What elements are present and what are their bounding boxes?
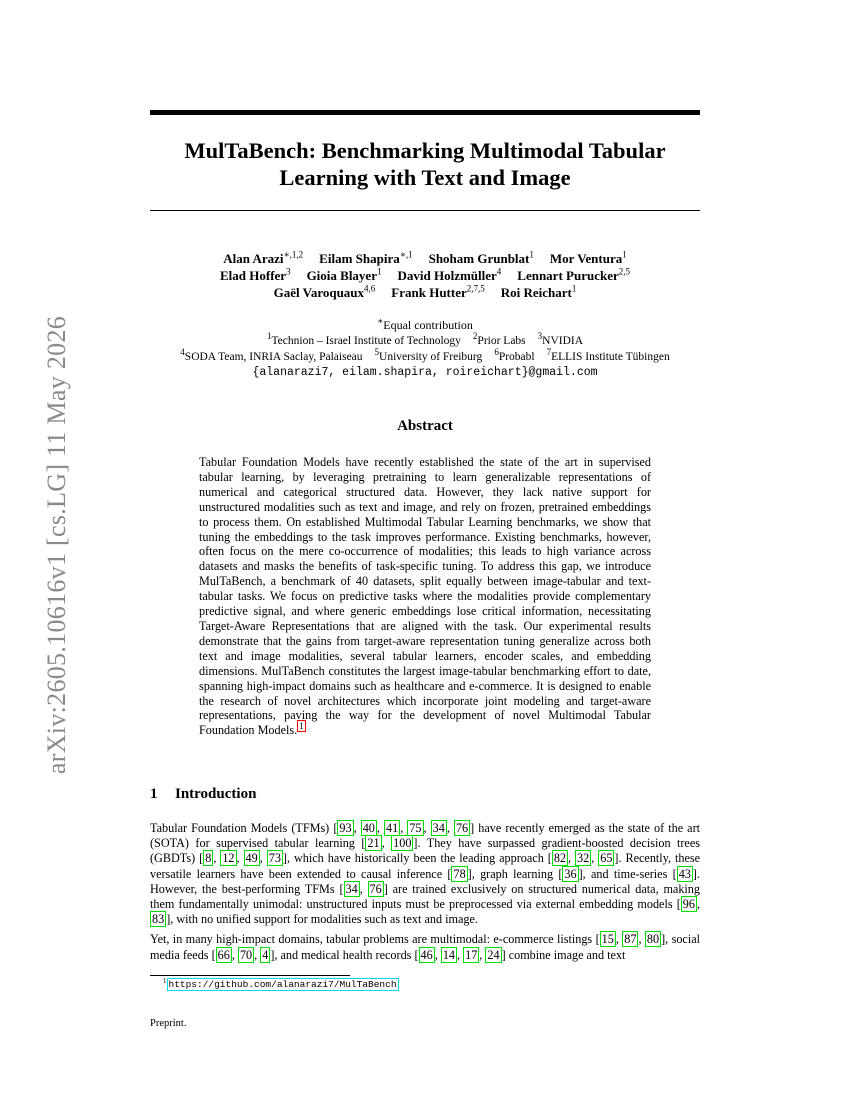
citation-link[interactable]: 41: [386, 821, 399, 835]
author-name: Alan Arazi: [223, 251, 284, 266]
author-affiliation-mark: 1: [622, 249, 627, 260]
affiliation-name: ELLIS Institute Tübingen: [551, 350, 670, 363]
citation-link[interactable]: 36: [564, 866, 577, 881]
author-name: Mor Ventura: [549, 251, 623, 266]
author-name: David Holzmüller: [397, 268, 497, 283]
citation-link[interactable]: 12: [222, 851, 235, 866]
affiliation-mark: 6: [494, 346, 499, 357]
author-line: [150, 284, 700, 301]
citation-link[interactable]: 96: [682, 897, 695, 912]
citation-link[interactable]: 83: [152, 912, 165, 927]
equal-contribution-text: Equal contribution: [383, 318, 473, 332]
intro-text: , and medical health records: [274, 947, 415, 962]
author: [319, 251, 412, 266]
author-affiliation-mark: ∗,1,2: [283, 249, 304, 260]
author-affiliation-mark: 2,5: [618, 266, 630, 277]
citation-link[interactable]: 76: [455, 821, 469, 835]
author: [223, 251, 303, 266]
citation-link[interactable]: 65: [600, 851, 613, 866]
affiliation-name: Probabl: [498, 350, 535, 363]
citation-link[interactable]: 100: [393, 836, 412, 851]
author-affiliation-mark: ∗,1: [399, 249, 413, 260]
intro-text: , which have historically been the leading approach: [286, 851, 548, 866]
footnote-rule: [150, 975, 350, 976]
author-name: Elad Hoffer: [219, 268, 287, 283]
affiliation: [180, 346, 363, 363]
affiliation-mark: 2: [472, 331, 478, 342]
author: [307, 268, 382, 283]
author-name: Shoham Grunblat: [428, 251, 530, 266]
author: [220, 268, 291, 283]
author-emails: {alanarazi7, eilam.shapira, roireichart}@gmail.com: [252, 366, 598, 379]
citation-link[interactable]: 4: [262, 947, 269, 962]
footnote-mark: 1: [163, 977, 167, 985]
citation-link[interactable]: 40: [362, 821, 375, 835]
intro-text: , graph learning: [471, 866, 559, 881]
affiliation: [546, 346, 670, 363]
affiliation: [494, 346, 535, 363]
citation-link[interactable]: 78: [453, 866, 466, 881]
affiliation-mark: 5: [374, 346, 380, 357]
author-name: Eilam Shapira: [319, 251, 400, 266]
title-top-rule: [150, 110, 700, 115]
citation-link[interactable]: 66: [217, 947, 230, 962]
affiliation: [266, 331, 461, 347]
citation-link[interactable]: 70: [239, 947, 253, 962]
intro-text: have recently emerged as the state of the art (SOTA) for supervised tabular learning: [150, 821, 701, 851]
author-affiliation-mark: 3: [286, 266, 291, 277]
author: [550, 251, 627, 266]
affiliation: [374, 346, 483, 363]
author-affiliation-mark: 4: [496, 266, 502, 277]
affiliation-name: Prior Labs: [477, 335, 526, 347]
author-affiliation-mark: 1: [529, 249, 534, 260]
footnote-url-link[interactable]: https://github.com/alanarazi7/MulTaBench: [168, 979, 397, 991]
author: [274, 285, 376, 300]
author-affiliation-mark: 2,7,5: [466, 283, 485, 294]
author-name: Gioia Blayer: [306, 268, 377, 283]
affiliation-mark: 1: [266, 331, 272, 342]
section-title: Introduction: [175, 786, 257, 802]
title-bottom-rule: [150, 210, 700, 211]
intro-text: , social media feeds: [150, 932, 701, 962]
citation-link[interactable]: 46: [420, 947, 433, 962]
citation-link[interactable]: 43: [678, 866, 691, 881]
author-list: [150, 250, 700, 301]
author-name: Lennart Purucker: [517, 268, 619, 283]
affiliation-mark: 4: [180, 346, 185, 357]
author-line: [150, 250, 700, 267]
section-heading-introduction: [150, 786, 256, 803]
author-affiliation-mark: 1: [571, 283, 577, 294]
citation-link[interactable]: 34: [345, 881, 358, 896]
intro-text: . They have surpassed gradient-boosted decision trees (GBDTs): [150, 836, 700, 866]
paper-title: MulTaBench: Benchmarking Multimodal Tabular Learning with Text and Image: [184, 138, 666, 190]
abstract-heading: Abstract: [397, 418, 453, 434]
citation-link[interactable]: 82: [553, 851, 566, 866]
preprint-label: Preprint.: [150, 1018, 187, 1029]
intro-text: , and time-series: [582, 866, 673, 881]
author-name: Frank Hutter: [391, 285, 467, 300]
arxiv-identifier: arXiv:2605.10616v1 [cs.LG] 11 May 2026: [42, 315, 71, 775]
introduction-body: [150, 821, 700, 968]
intro-paragraph: Tabular Foundation Models (TFMs) [ 93 , 40 , 41 , 75 , 34 , 76 ] have recently emerged as the state of the art (SOTA) for supervised tabular learning [ 21 , 100 ]. They have surpassed gradient-boosted decision trees (GBDTs) [ 8 , 12 , 49 , 73 ], which have historically been the leading approach [ 82 , 32 , 65 ]. Recently, these versatile learners have been extended to causal inference [ 78 ], graph learning [ 36 ], and time-series [ 43 ]. However, the best-performing TFMs [ 34 , 76 ] are trained exclusively on structured numerical data, making them fundamentally unimodal: unstructured inputs must be preprocessed via external embedding models [ 96 , 83 ], with no unified support for modalities such as text and image.: [150, 821, 701, 927]
author-affiliation-mark: 4,6: [364, 283, 376, 294]
affiliation-mark: 7: [546, 346, 552, 357]
author: [391, 285, 484, 300]
affiliation-name: University of Freiburg: [379, 350, 483, 363]
citation-link[interactable]: 17: [465, 947, 478, 962]
intro-text: . Recently, these versatile learners have been extended to causal inference: [150, 851, 701, 881]
affiliation: [537, 331, 584, 347]
author: [397, 268, 501, 283]
intro-text: . However, the best-performing TFMs: [150, 866, 700, 896]
intro-text: are trained exclusively on structured numerical data, making them fundamentally unimodal: unstructured inputs must be preprocessed via external embedding models: [150, 881, 700, 912]
citation-link[interactable]: 80: [646, 932, 660, 947]
citation-link[interactable]: 14: [442, 947, 456, 962]
citation-link[interactable]: 32: [577, 851, 590, 866]
author: [501, 285, 577, 300]
abstract-text: Tabular Foundation Models have recently established the state of the art in supervised tabular learning, by leveraging pretraining to learn generalizable representations of numerical and categorical structured data. However, they lack native support for unstructured modalities such as text and image, and rely on frozen, pretrained embeddings to process them. On established Multimodal Tabular Learning benchmarks, we show that tuning the embeddings to the task improves performance. Existing benchmarks, however, often focus on the mere co-occurrence of modalities; this leads to high variance across datasets and masks the benefits of task-specific tuning. To address this gap, we introduce MulTaBench, a benchmark of 40 datasets, split equally between image-tabular and text-tabular tasks. We focus on predictive tasks where the modalities provide complementary predictive signal, and where generic embeddings lose critical information, necessitating Target-Aware Representations that are aligned with the task. Our experimental results demonstrate that the gains from target-aware representation tuning generalize across both text and image modalities, several tabular learners, encoder scales, and embedding dimensions. MulTaBench constitutes the largest image-tabular benchmarking effort to date, spanning high-impact domains such as healthcare and e-commerce. It is designed to enable the research of novel architectures which incorporate joint modeling and target-aware representations, paving the way for the development of novel Multimodal Tabular Foundation Models.: [199, 455, 651, 738]
citation-link[interactable]: 87: [624, 932, 637, 947]
citation-link[interactable]: 24: [487, 947, 500, 962]
citation-link[interactable]: 15: [601, 932, 614, 947]
affiliation-line: [130, 331, 720, 350]
intro-text: Yet, in many high-impact domains, tabular problems are multimodal: e-commerce listings: [150, 932, 596, 947]
author-affiliation-mark: 1: [376, 266, 382, 277]
citation-link[interactable]: 21: [367, 836, 380, 851]
citation-link[interactable]: 93: [339, 821, 352, 835]
author: [517, 268, 630, 283]
author-name: Gaël Varoquaux: [273, 285, 365, 300]
affiliation: [472, 331, 526, 347]
footnote: [163, 977, 399, 990]
author: [429, 251, 534, 266]
citation-link[interactable]: 34: [432, 821, 445, 835]
citation-link[interactable]: 75: [409, 821, 422, 835]
affiliation-mark: 3: [537, 331, 543, 342]
intro-paragraph: Yet, in many high-impact domains, tabular problems are multimodal: e-commerce listings [ 15 , 87 , 80 ], social media feeds [ 66 , 70 , 4 ], and medical health records [ 46 , 14 , 17 , 24 ] combine image and text: [150, 932, 701, 962]
equal-contribution-note: [150, 318, 700, 333]
citation-link[interactable]: 49: [245, 851, 258, 866]
affiliation-name: Technion – Israel Institute of Technology: [271, 335, 461, 347]
affiliation-name: SODA Team, INRIA Saclay, Palaiseau: [184, 350, 363, 363]
intro-text: Tabular Foundation Models (TFMs): [150, 821, 334, 835]
citation-link[interactable]: 73: [268, 851, 281, 866]
author-name: Roi Reichart: [500, 285, 572, 300]
citation-link[interactable]: 8: [205, 851, 212, 866]
equal-contribution-mark: ∗: [377, 316, 384, 326]
affiliation-name: NVIDIA: [542, 335, 584, 347]
abstract-footnote-link[interactable]: 1: [299, 721, 304, 732]
citation-link[interactable]: 76: [369, 881, 382, 896]
abstract-body: [199, 455, 651, 738]
intro-text: combine image and text: [505, 947, 626, 962]
intro-text: , with no unified support for modalities such as text and image.: [170, 912, 478, 927]
section-number: 1: [150, 786, 158, 802]
affiliation-line: [130, 346, 720, 366]
affiliation-list: [130, 331, 720, 365]
author-line: [150, 267, 700, 284]
